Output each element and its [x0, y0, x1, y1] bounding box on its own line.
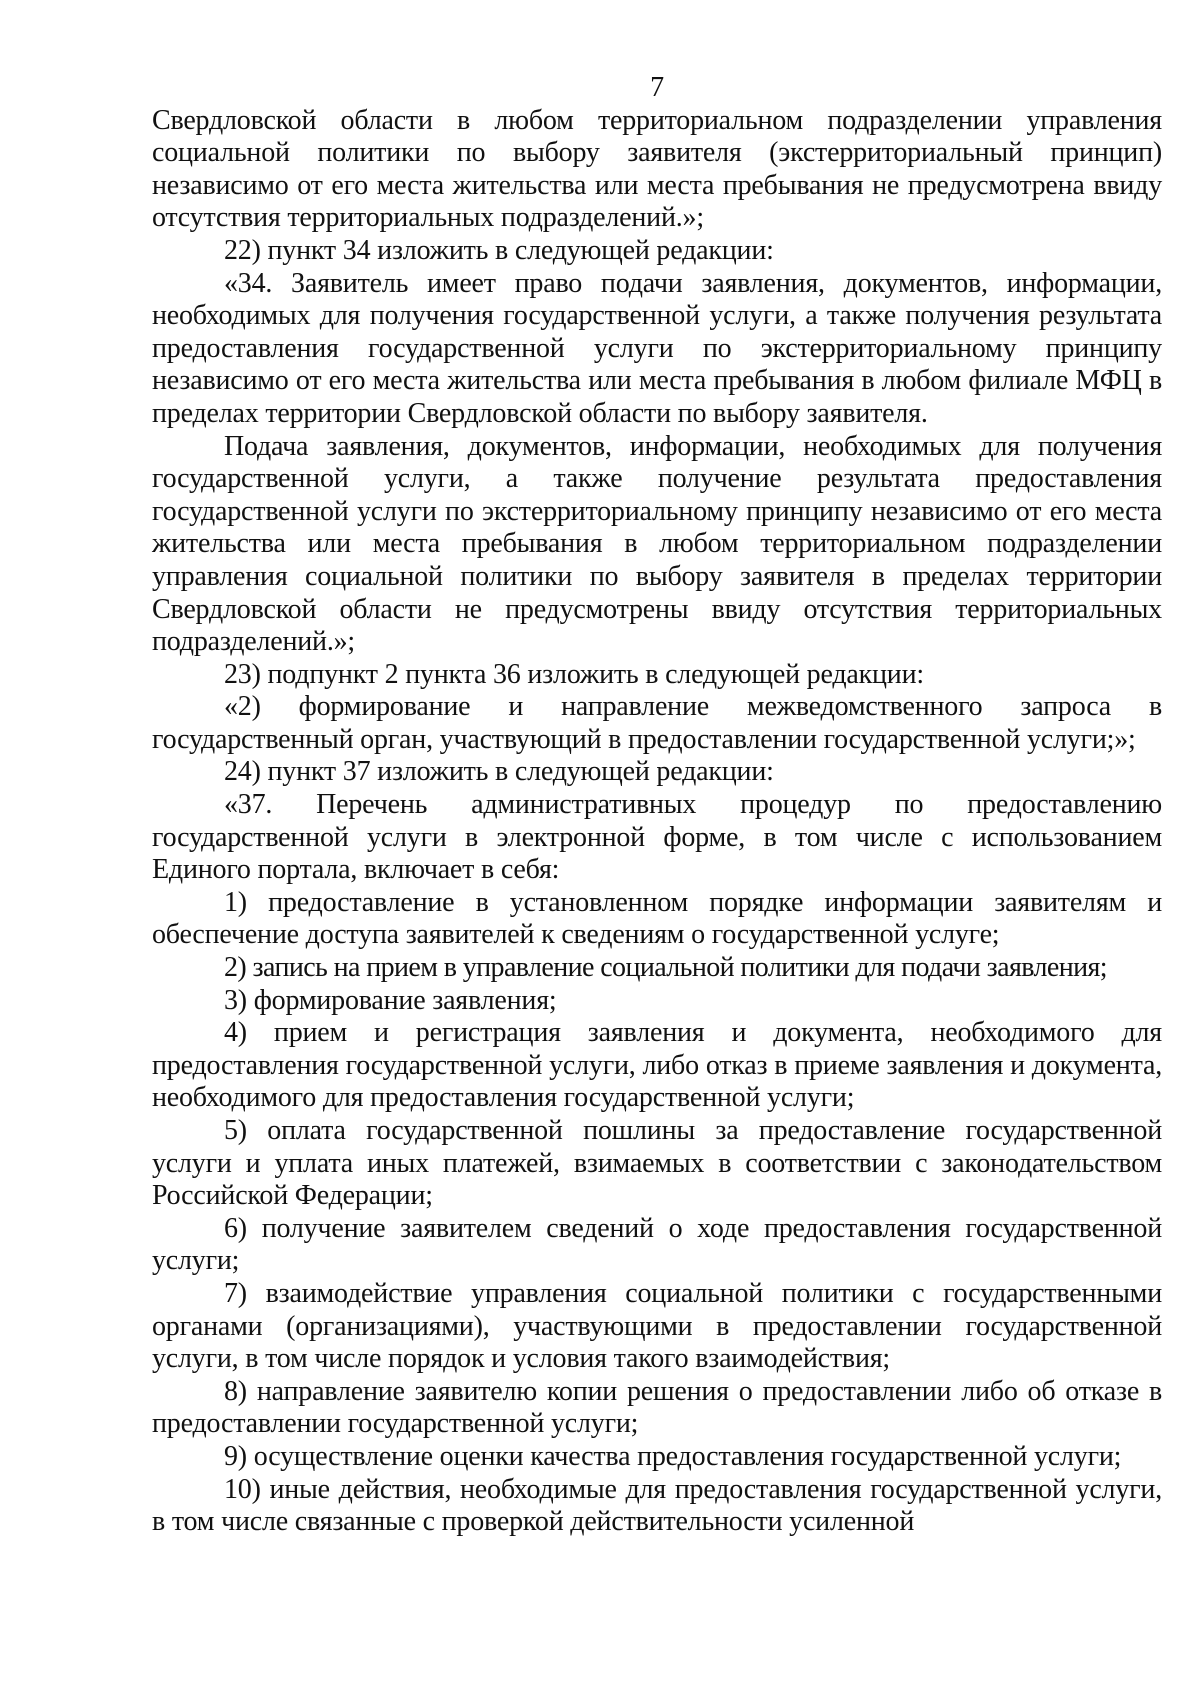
list-item-2: 2) запись на прием в управление социальной политики для подачи заявления;	[224, 952, 1107, 984]
list-item-7: 7) взаимодействие управления социальной политики с государственными органами (организациями), участвующими в предоставлении государственной услуги, в том числе порядок и условия такого взаимодействия;	[152, 1277, 1162, 1375]
paragraph-point-37: «37. Перечень административных процедур по предоставлению государственной услуги в электронной форме, в том числе с использованием Единого портала, включает в себя:	[152, 789, 1162, 886]
list-item-1: 1) предоставление в установленном порядке информации заявителям и обеспечение доступа заявителей к сведениям о государственной услуге;	[152, 886, 1162, 951]
paragraph-submission: Подача заявления, документов, информации, необходимых для получения государственной услуги, а также получение результата предоставления государственной услуги по экстерриториальному принципу независимо от его места жительства или места пребывания в любом территориальном подразделении управления социальной политики по выбору заявителя в пределах территории Свердловской области не предусмотрены ввиду отсутствия территориальных подразделений.»;	[152, 430, 1162, 658]
list-item-8: 8) направление заявителю копии решения о предоставлении либо об отказе в предоставлении государственной услуги;	[152, 1375, 1162, 1440]
paragraph-item-24: 24) пункт 37 изложить в следующей редакции:	[224, 756, 774, 788]
list-item-9: 9) осуществление оценки качества предоставления государственной услуги;	[224, 1440, 1122, 1472]
list-item-10: 10) иные действия, необходимые для предоставления государственной услуги, в том числе связанные с проверкой действительности усиленной	[152, 1473, 1162, 1538]
list-item-4: 4) прием и регистрация заявления и документа, необходимого для предоставления государственной услуги, либо отказ в приеме заявления и документа, необходимого для предоставления государственной услуги;	[152, 1017, 1162, 1114]
list-item-5: 5) оплата государственной пошлины за предоставление государственной услуги и уплата иных платежей, взимаемых в соответствии с законодательством Российской Федерации;	[152, 1115, 1162, 1212]
paragraph-subpoint-2: «2) формирование и направление межведомственного запроса в государственный орган, участвующий в предоставлении государственной услуги;»;	[152, 691, 1162, 755]
page-number: 7	[650, 72, 664, 103]
list-item-6: 6) получение заявителем сведений о ходе предоставления государственной услуги;	[152, 1212, 1162, 1277]
list-item-3: 3) формирование заявления;	[224, 984, 557, 1016]
paragraph-item-22: 22) пункт 34 изложить в следующей редакции:	[224, 234, 774, 266]
paragraph-continuation: Свердловской области в любом территориальном подразделении управления социальной политики по выбору заявителя (экстерриториальный принцип) независимо от его места жительства или места пребывания не предусмотрена ввиду отсутствия территориальных подразделений.»;	[152, 104, 1162, 234]
paragraph-item-23: 23) подпункт 2 пункта 36 изложить в следующей редакции:	[224, 658, 924, 690]
paragraph-point-34: «34. Заявитель имеет право подачи заявления, документов, информации, необходимых для получения государственной услуги, а также получения результата предоставления государственной услуги по экстерриториальному принципу независимо от его места жительства или места пребывания в любом филиале МФЦ в пределах территории Свердловской области по выбору заявителя.	[152, 267, 1162, 429]
document-page	[152, 72, 1162, 1539]
